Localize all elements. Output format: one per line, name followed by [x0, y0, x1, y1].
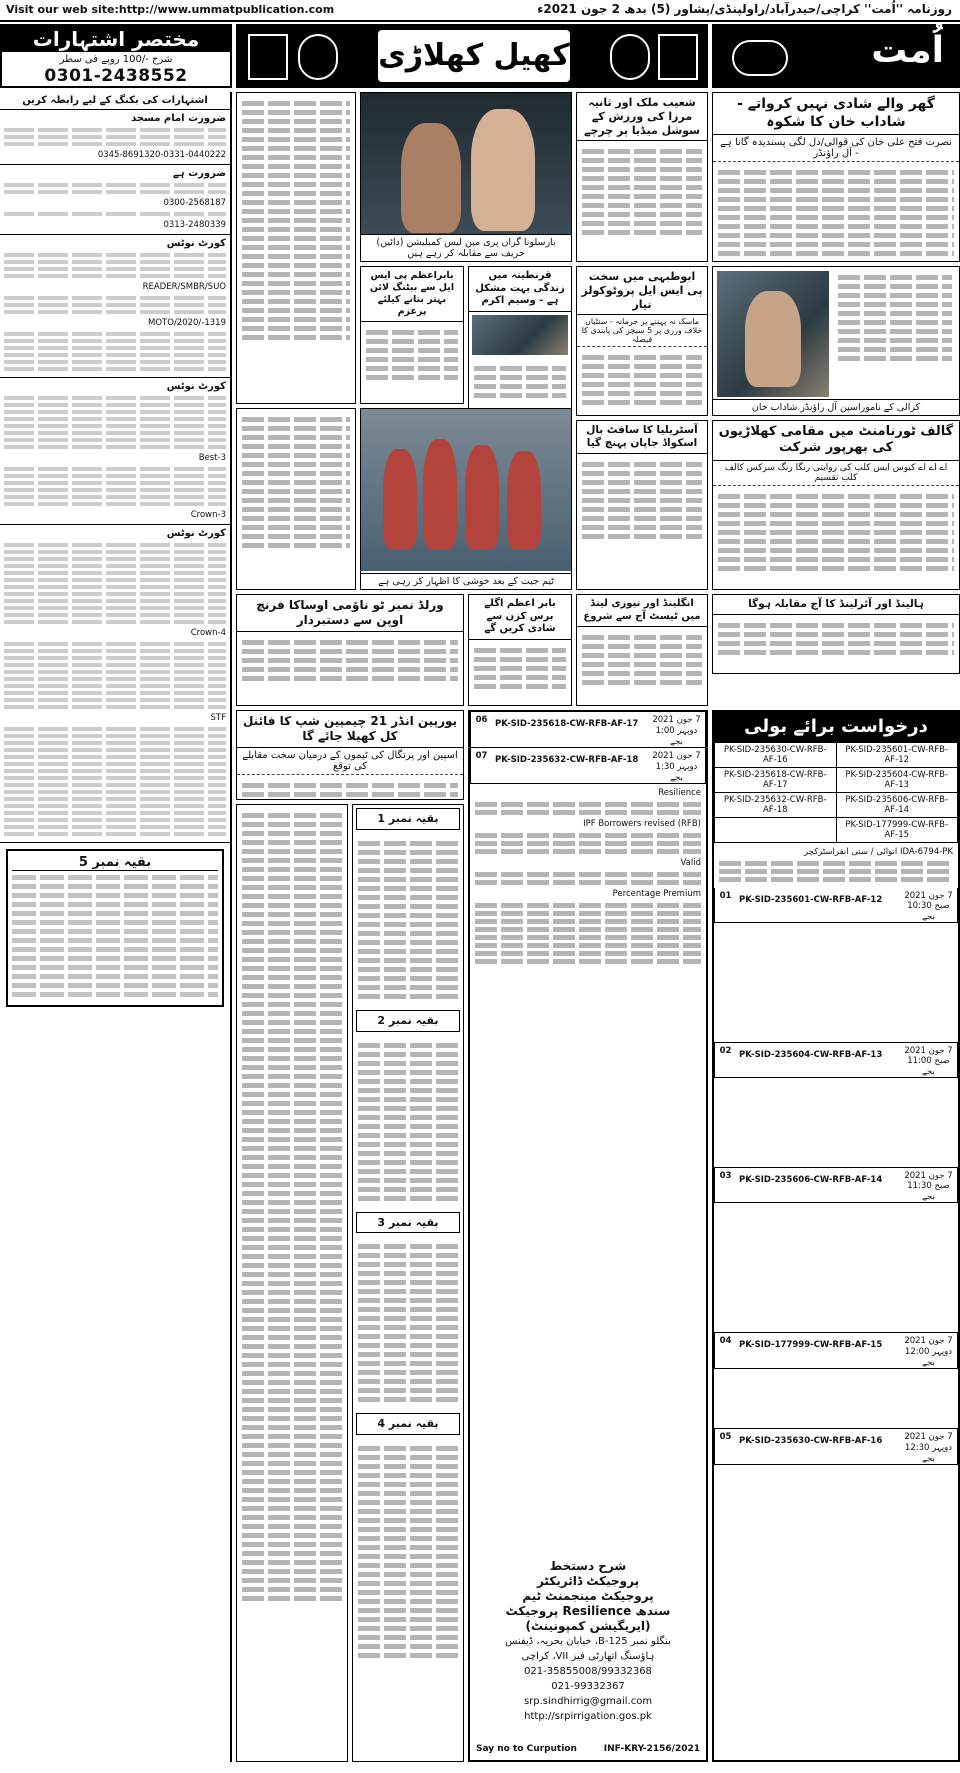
story-golf — [712, 420, 960, 590]
classified-code: READER/SMBR/SUO — [142, 282, 226, 292]
classified-ad-title: مختصر اشتہارات — [2, 26, 230, 52]
lot-code: PK-SID-235630-CW-RFB-AF-16 — [739, 1436, 883, 1446]
story-body — [469, 358, 571, 406]
story-abudhabi — [576, 266, 708, 416]
story-subheadline: نصرت فتح علی خان کی قوالی/دل لگی پسندیدہ گانا ہے - آل راؤنڈر — [713, 135, 959, 162]
classified-item — [0, 235, 230, 378]
story-headline: آسٹریلیا کا سافٹ بال اسکواڈ جاپان پہنچ گیا — [577, 421, 707, 454]
classified-code: MOTO/2020/-1319 — [148, 318, 226, 328]
photo-caption: ٹیم جیت کے بعد خوشی کا اظہار کر رہی ہے — [361, 573, 571, 589]
story-body — [237, 409, 355, 556]
tender-keyword: Percentage — [612, 889, 661, 899]
tender-codes-table — [714, 742, 958, 843]
classified-code: Crown-4 — [190, 628, 226, 638]
sign-line: (ایریگیشن کمپونینٹ) — [525, 1619, 651, 1633]
shuttlecock-icon — [610, 34, 650, 80]
continuation-title: بقیہ نمبر 2 — [356, 1010, 460, 1032]
story-headline: بابراعظم پی ایس ایل سے بیٹنگ لائن بہتر بنانے کیلئے پرعزم — [361, 267, 463, 322]
classified-ad-rate: شرح -/100 روپے فی سطر — [59, 54, 173, 65]
lot-number: 03 — [714, 1168, 736, 1202]
classified-category: کورٹ نوٹس — [166, 238, 226, 249]
tender-code — [715, 818, 837, 843]
classified-code: Crown-3 — [190, 510, 226, 520]
photo-caption: بارسلونا گراں پری میں لیس کمبلیشن (دائیں) حریف سے مقابلہ کر رہے ہیں — [361, 234, 571, 261]
story-headline: یورپین انڈر 21 چیمپین شپ کا فائنل کل کھیلا جائے گا — [237, 711, 463, 748]
lot-code: PK-SID-235601-CW-RFB-AF-12 — [739, 895, 883, 905]
continuation-box — [6, 849, 224, 1007]
story-body — [353, 1438, 463, 1666]
classified-category: کورٹ نوٹس — [166, 381, 226, 392]
tender-lot — [714, 888, 958, 923]
tender-code: PK-SID-235630-CW-RFB-AF-16 — [715, 743, 837, 768]
classified-contact: 0313-2480339 — [163, 220, 226, 230]
story-australia — [576, 420, 708, 590]
lot-number: 06 — [470, 712, 492, 747]
tender-lot — [470, 748, 706, 784]
story-osaka — [236, 594, 464, 706]
tender-keyword: IPF Borrowers — [583, 819, 642, 829]
tender-notice — [712, 710, 960, 1762]
story-body — [713, 162, 959, 262]
sports-emblem-icon — [732, 40, 788, 76]
lot-time: 7 جون 2021 صبح 11:30 بجے — [900, 1168, 958, 1202]
story-babar-psl — [360, 266, 464, 404]
story-body — [237, 93, 355, 348]
story-body — [577, 454, 707, 547]
slogan: Say no to Curpution — [476, 1744, 577, 1754]
dateline: روزنامہ ''اُمت'' کراچی/حیدرآباد/راولپنڈی/پشاور (5) بدھ 2 جون 2021ء — [537, 2, 952, 16]
story-eng-nz — [576, 594, 708, 706]
lot-number: 07 — [470, 748, 492, 783]
tender-notice-continued — [468, 710, 708, 1762]
tender-title: درخواست برائے بولی — [714, 712, 958, 742]
continuation-title: بقیہ نمبر 3 — [356, 1212, 460, 1234]
story-column — [236, 92, 356, 404]
section-title: کھیل کھلاڑی — [378, 30, 570, 82]
story-shoaib — [576, 92, 708, 262]
player-photo — [717, 271, 829, 397]
tender-paragraph — [470, 784, 706, 970]
tender-keyword: Valid — [680, 858, 701, 868]
masthead — [712, 24, 960, 88]
lot-time: 7 جون 2021 صبح 10:30 بجے — [900, 888, 958, 922]
story-headline: قرنطینہ میں زندگی بہت مشکل ہے - وسیم اکرم — [469, 267, 571, 312]
story-euro-u21 — [236, 710, 464, 800]
tender-lot — [470, 712, 706, 748]
lot-number: 01 — [714, 888, 736, 922]
email-address[interactable]: srp.sindhirrig@gmail.com — [523, 1696, 653, 1707]
lot-time: 7 جون 2021 دوپہر 1:30 بجے — [648, 748, 706, 783]
trophy-icon — [248, 34, 288, 80]
top-bar — [0, 0, 960, 22]
continuation-title: بقیہ نمبر 1 — [356, 808, 460, 830]
classified-category: ضرورت امام مسجد — [131, 113, 226, 124]
classified-column — [0, 92, 232, 1762]
tender-code: PK-SID-235601-CW-RFB-AF-12 — [836, 743, 958, 768]
classified-item — [0, 525, 230, 843]
story-babar-wedding — [468, 594, 572, 706]
lot-code: PK-SID-235632-CW-RFB-AF-18 — [495, 755, 639, 765]
website-url[interactable]: Visit our web site:http://www.ummatpublication.com — [6, 3, 335, 16]
story-wrestler-photo — [360, 92, 572, 262]
tender-keyword: Premium — [663, 889, 701, 899]
story-body — [237, 805, 347, 1609]
story-body — [713, 486, 959, 579]
team-photo — [361, 409, 571, 571]
story-shadab — [712, 92, 960, 262]
classified-category: ضرورت ہے — [172, 168, 226, 179]
classified-code: STF — [210, 713, 226, 723]
classified-item — [0, 378, 230, 525]
sign-line: سندھ Resilience پروجیکٹ — [505, 1604, 671, 1618]
story-body — [577, 347, 707, 413]
sign-line: بنگلو نمبر 125-B، خیابان بحریہ، ڈیفنس — [505, 1636, 671, 1647]
section-banner — [236, 24, 708, 88]
classified-code: Best-3 — [198, 453, 226, 463]
inf-number: INF-KRY-2156/2021 — [603, 1744, 700, 1754]
lot-number: 02 — [714, 1043, 736, 1077]
tender-lot — [714, 1168, 958, 1203]
lot-code: PK-SID-235606-CW-RFB-AF-14 — [739, 1175, 883, 1185]
lot-time: 7 جون 2021 دوپہر 12:30 بجے — [900, 1429, 958, 1464]
masthead-name: اُمت — [871, 30, 944, 71]
player-photo — [472, 315, 568, 355]
tender-keyword: (RFB) — [677, 819, 701, 829]
story-headline: گالف ٹورنامنٹ میں مقامی کھلاڑیوں کی بھرپور شرکت — [713, 421, 959, 461]
tender-code: PK-SID-235604-CW-RFB-AF-13 — [836, 768, 958, 793]
story-body — [833, 267, 957, 369]
story-headline: ابوظبہی میں سخت پی ایس ایل پروٹوکولز تیار — [577, 267, 707, 315]
tender-lot — [714, 1429, 958, 1465]
story-subheadline: اسپین اور پرتگال کی ٹیموں کے درمیان سخت مقابلے کی توقع — [237, 748, 463, 775]
story-headline: شعیب ملک اور ثانیہ مرزا کی ورزش کے سوشل میڈیا پر چرچے — [577, 93, 707, 141]
photo-caption: کرالی کے ناموراسپن آل راؤنڈر شاداب خان — [713, 399, 959, 415]
classified-contact: 0300-2568187 — [163, 198, 226, 208]
continuation-title: بقیہ نمبر 5 — [12, 855, 218, 871]
tender-keyword: Resilience — [658, 788, 701, 798]
story-body — [353, 833, 463, 1007]
website-link[interactable]: http://srpirrigation.gos.pk — [524, 1711, 652, 1722]
lot-number: 05 — [714, 1429, 736, 1464]
story-body — [577, 627, 707, 693]
lot-time: 7 جون 2021 دوپہر 1:00 بجے — [648, 712, 706, 747]
tender-paragraph — [714, 843, 958, 888]
story-body — [713, 615, 959, 663]
story-football-photo — [360, 408, 572, 590]
tender-lot — [714, 1333, 958, 1369]
continuation-column — [352, 804, 464, 1762]
lot-number: 04 — [714, 1333, 736, 1368]
tender-keyword: revised — [644, 819, 675, 829]
continuation-title: بقیہ نمبر 4 — [356, 1413, 460, 1435]
classified-contact: 0345-8691320-0331-0440222 — [97, 150, 226, 160]
tender-code: PK-SID-235606-CW-RFB-AF-14 — [836, 793, 958, 818]
lot-time: 7 جون 2021 صبح 11:00 بجے — [900, 1043, 958, 1077]
sign-line: شرح دستخط — [549, 1559, 627, 1573]
tender-code: PK-SID-235618-CW-RFB-AF-17 — [715, 768, 837, 793]
story-body — [469, 640, 571, 697]
shuttlecock-icon — [298, 34, 338, 80]
fight-photo — [361, 93, 571, 243]
story-body — [361, 322, 463, 388]
story-subheadline: ماسک نہ پہننے پر جرمانہ - سنٹیاں خلاف ورزی پر 5 سیچز کی پابندی کا فیصلہ — [577, 315, 707, 347]
classified-heading: اشتہارات کی بکنگ کے لیے رابطہ کریں — [0, 92, 230, 110]
signature-block — [470, 1559, 706, 1724]
tender-subtitle: انوائی / سنی انفراسٹرکچر — [803, 847, 898, 857]
story-body — [353, 1035, 463, 1209]
tender-lot — [714, 1043, 958, 1078]
sign-line: ہاؤسنگ اتھارٹی فیز VII، کراچی — [521, 1651, 655, 1662]
story-shadab-photo — [712, 266, 960, 416]
fax-number: 021-99332367 — [551, 1681, 625, 1692]
tender-ref: IDA-6794-PK — [900, 847, 953, 857]
classified-category: کورٹ نوٹس — [166, 528, 226, 539]
lot-time: 7 جون 2021 دوپہر 12:00 بجے — [900, 1333, 958, 1368]
sign-line: پروجیکٹ ڈائریکٹر — [536, 1574, 640, 1588]
story-body — [577, 141, 707, 243]
story-headline: ہالینڈ اور آئرلینڈ کا آج مقابلہ ہوگا — [713, 595, 959, 615]
classified-item — [0, 165, 230, 235]
story-body — [353, 1236, 463, 1410]
story-headline: ورلڈ نمبر ٹو ناؤمی اوساکا فرنچ اوپن سے دستبردار — [237, 595, 463, 632]
classified-ad-phone: 0301-2438552 — [44, 66, 188, 86]
tender-code: PK-SID-177999-CW-RFB-AF-15 — [836, 818, 958, 843]
lot-code: PK-SID-235618-CW-RFB-AF-17 — [495, 719, 639, 729]
story-body — [237, 632, 463, 689]
story-headline: انگلینڈ اور نیوزی لینڈ میں ٹیسٹ آج سے شروع — [577, 595, 707, 627]
story-column — [236, 804, 348, 1762]
story-headline: بابر اعظم اگلے برس کزن سے شادی کریں گے — [469, 595, 571, 640]
lot-code: PK-SID-177999-CW-RFB-AF-15 — [739, 1340, 883, 1350]
story-ireland — [712, 594, 960, 674]
phone-number: 021-35855008/99332368 — [524, 1666, 652, 1677]
tender-code: PK-SID-235632-CW-RFB-AF-18 — [715, 793, 837, 818]
story-headline: گھر والے شادی نہیں کرواتے - شاداب خان کا شکوہ — [713, 93, 959, 135]
sign-line: پروجیکٹ مینجمنٹ ٹیم — [522, 1589, 654, 1603]
classified-ad-box — [0, 24, 232, 88]
story-subheadline: اے اے اے کیوس ایس کلب کی روایتی رنگا رنگ سرکس کالف کلب تقسیم — [713, 461, 959, 486]
trophy-icon — [658, 34, 698, 80]
lot-code: PK-SID-235604-CW-RFB-AF-13 — [739, 1050, 883, 1060]
classified-item — [0, 110, 230, 165]
story-quarantine — [468, 266, 572, 416]
story-column — [236, 408, 356, 590]
story-body — [237, 775, 463, 800]
